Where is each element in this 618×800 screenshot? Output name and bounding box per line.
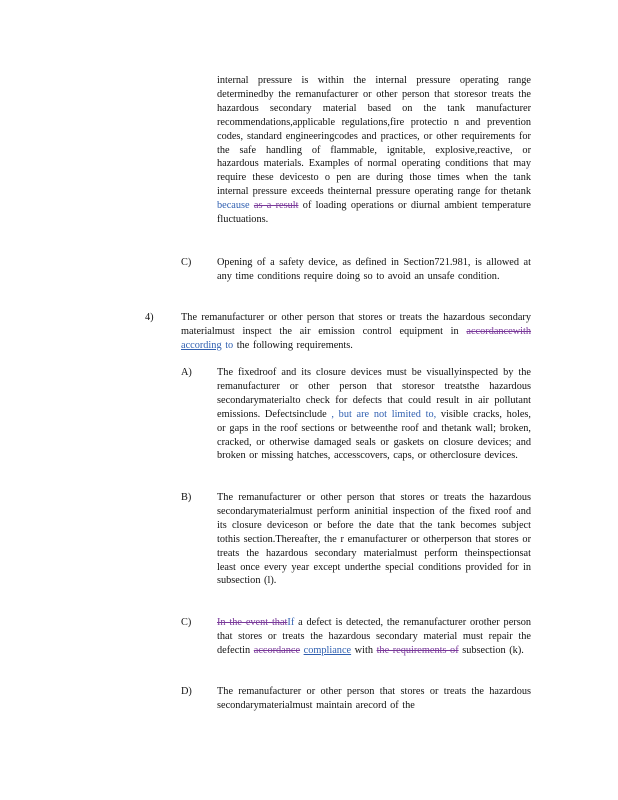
item-a-label: A)	[181, 367, 192, 378]
inserted-but-not-limited: , but are not limited to,	[331, 408, 437, 420]
item-4-text-2: the following requirements.	[236, 339, 353, 351]
item-c-label: C)	[181, 617, 192, 628]
item-c-text-2: with	[354, 644, 373, 656]
item-d-paragraph: The remanufacturer or other person that stores or treats the hazardous secondarymaterialmust maintain arecord of the	[217, 686, 531, 711]
deleted-accordance: accordance	[253, 644, 301, 656]
item-4-text-1: The remanufacturer or other person that stores or treats the hazardous secondary materialmust inspect the air emission control equipment in	[181, 312, 531, 337]
item-4-label: 4)	[145, 312, 154, 323]
deleted-as-a-result: as a result	[253, 200, 299, 212]
item-b-paragraph: The remanufacturer or other person that stores or treats the hazardous secondarymaterialmust perform aninitial inspection of the fixed roof and its closure deviceson or before the date that the tank becomes subject tothis section.Thereafter, the r emanufacturer or otherperson that stores or treats the hazardous secondary materialmust perform theinspectionsat least once every year except underthe special conditions provided for in subsection (l).	[217, 492, 531, 587]
continuation-text-2: of loading operations or diurnal ambient temperature fluctuations.	[217, 200, 531, 226]
inserted-according: according	[181, 339, 222, 351]
item-4-paragraph	[181, 311, 531, 353]
deleted-the-requirements-of: the requirements of	[376, 644, 459, 656]
inserted-if: If	[287, 617, 295, 628]
inserted-compliance: compliance	[303, 644, 352, 656]
item-c-top-paragraph: Opening of a safety device, as defined in Section721.981, is allowed at any time conditions require doing so to avoid an unsafe condition.	[217, 257, 531, 282]
item-a-text-1: The fixedroof and its closure devices must be visuallyinspected by the remanufacturer or other person that storesor treatsthe hazardous secondarymaterialto check for defects that could result in air pollutant emissions. Defectsinclude	[217, 367, 531, 420]
item-d-label: D)	[181, 686, 192, 697]
item-b-label: B)	[181, 492, 192, 503]
deleted-in-the-event-that: In the event that	[217, 617, 288, 628]
continuation-text-1: internal pressure is within the internal pressure operating range determinedby the remanufacturer or other person that storesor treats the hazardous secondary material based on the tank manufacturer recommendations,applicable regulations,fire protectio n and prevention codes, standard engineeringcodes and practices, or other requirements for the safe handling of flammable, ignitable, explosive,reactive, or hazardous materials. Examples of normal operating conditions that may require these devicesto o pen are during those times when the tank internal pressure exceeds theinternal pressure operating range for thetank	[217, 75, 531, 198]
item-c-text-3: subsection (k).	[462, 644, 524, 656]
continuation-paragraph	[217, 74, 531, 227]
item-a-paragraph	[217, 366, 531, 463]
item-a-text-2: visible cracks, holes, or gaps in the roof sections or betweenthe roof and thetank wall; broken, cracked, or otherwise damaged seals or gaskets on closure devices; and broken or missing hatches, accesscovers, caps, or otherclosure devices.	[217, 408, 531, 462]
item-c-top-label: C)	[181, 257, 192, 268]
inserted-to: to	[225, 339, 234, 351]
inserted-because: because	[217, 200, 250, 212]
item-c-paragraph	[217, 616, 531, 658]
deleted-accordancewith: accordancewith	[466, 325, 532, 337]
item-c-text-1: a defect is detected, the remanufacturer orother person that stores or treats the hazardous secondary material must repair the defectin	[217, 617, 532, 656]
